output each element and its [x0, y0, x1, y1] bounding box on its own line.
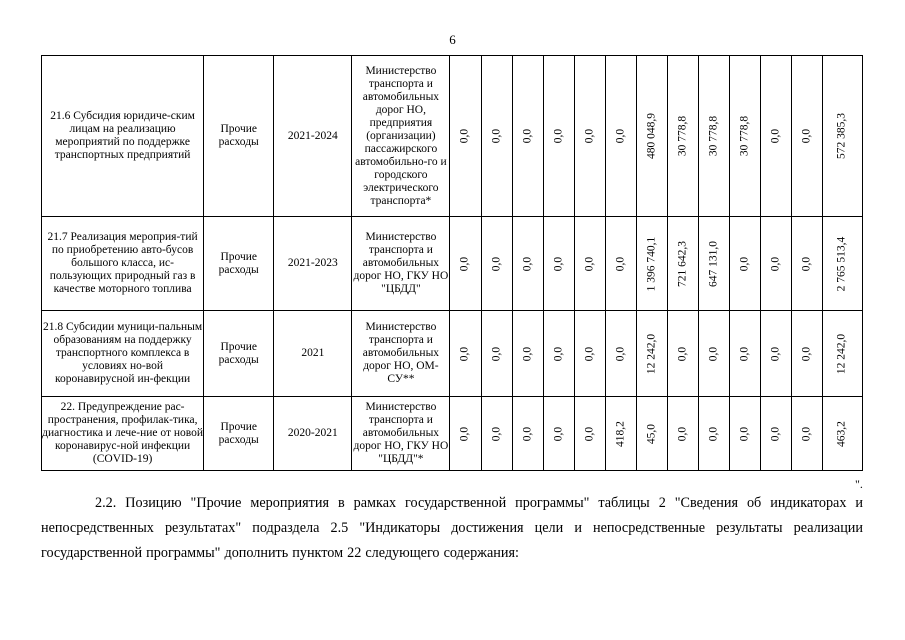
value-cell: [698, 56, 729, 217]
value-text: 572 385,3: [835, 113, 848, 159]
value-cell: [760, 397, 791, 471]
value-text: 418,2: [614, 420, 627, 447]
value-cell: [512, 217, 543, 311]
value-text: 0,0: [800, 346, 813, 361]
value-text: 0,0: [676, 346, 689, 361]
value-text: 0,0: [552, 426, 565, 441]
value-text: 0,0: [707, 426, 720, 441]
value-text: 0,0: [707, 346, 720, 361]
value-text: 0,0: [614, 346, 627, 361]
value-cell: [512, 397, 543, 471]
value-cell: [636, 217, 667, 311]
value-text: 30 778,8: [738, 115, 751, 157]
value-cell: [760, 217, 791, 311]
value-text: 0,0: [769, 426, 782, 441]
value-text: 0,0: [490, 256, 503, 271]
table-row: [42, 56, 863, 217]
value-cell: [543, 397, 574, 471]
executor-cell: Министерство транспорта и автомобильных дорог НО, предприятия (организации) пассажирского автомобильно-го и городского электрического транспорта*: [352, 56, 450, 217]
value-text: 30 778,8: [676, 115, 689, 157]
value-text: 0,0: [583, 128, 596, 144]
value-cell: [791, 217, 822, 311]
value-text: 0,0: [490, 346, 503, 361]
value-cell: [605, 397, 636, 471]
value-cell: [605, 311, 636, 397]
value-text: 0,0: [738, 426, 751, 441]
value-text: 12 242,0: [645, 333, 658, 374]
value-cell: [698, 311, 729, 397]
value-text: 721 642,3: [676, 240, 689, 287]
value-text: 0,0: [800, 128, 813, 144]
period-cell: 2021-2024: [274, 56, 352, 217]
table-row: [42, 397, 863, 471]
page-number: 6: [449, 32, 456, 47]
value-cell: [636, 397, 667, 471]
value-cell: [543, 311, 574, 397]
value-text: 0,0: [614, 256, 627, 271]
value-cell: [605, 217, 636, 311]
value-text: 0,0: [490, 128, 503, 144]
value-cell: [543, 56, 574, 217]
executor-cell: Министерство транспорта и автомобильных дорог НО, ГКУ НО "ЦБДД": [352, 217, 450, 311]
value-text: 0,0: [458, 128, 471, 144]
value-cell: [636, 311, 667, 397]
value-cell: [481, 311, 512, 397]
value-text: 30 778,8: [707, 115, 720, 157]
value-cell: [605, 56, 636, 217]
value-cell: [667, 397, 698, 471]
value-cell: [574, 397, 605, 471]
value-cell: [729, 56, 760, 217]
value-text: 0,0: [769, 256, 782, 271]
value-text: 0,0: [583, 426, 596, 441]
table-row: [42, 217, 863, 311]
executor-cell: Министерство транспорта и автомобильных дорог НО, ГКУ НО "ЦБДД"*: [352, 397, 450, 471]
value-text: 0,0: [458, 346, 471, 361]
value-text: 0,0: [583, 346, 596, 361]
expenses-table: [41, 55, 863, 471]
value-text: 12 242,0: [835, 333, 848, 374]
value-text: 0,0: [552, 256, 565, 271]
value-text: 0,0: [769, 346, 782, 361]
period-cell: 2021-2023: [274, 217, 352, 311]
value-cell: [760, 311, 791, 397]
value-text: 0,0: [458, 426, 471, 441]
value-cell: [729, 217, 760, 311]
value-text: 0,0: [614, 128, 627, 144]
table-row: [42, 311, 863, 397]
value-cell: [791, 311, 822, 397]
value-text: 0,0: [800, 256, 813, 271]
executor-cell: Министерство транспорта и автомобильных дорог НО, ОМ-СУ**: [352, 311, 450, 397]
value-cell: [729, 397, 760, 471]
value-cell: [791, 397, 822, 471]
expense-kind-cell: Прочие расходы: [204, 397, 274, 471]
value-cell: [481, 217, 512, 311]
value-cell: [512, 56, 543, 217]
value-cell: [698, 217, 729, 311]
value-cell: [450, 311, 481, 397]
measure-name-cell: 21.7 Реализация мероприя-тий по приобретению авто-бусов большого класса, ис-пользующих природный газ в качестве моторного топлива: [42, 217, 204, 311]
value-text: 647 131,0: [707, 240, 720, 287]
value-cell: [481, 397, 512, 471]
value-text: 0,0: [583, 256, 596, 271]
total-value-cell: [822, 217, 862, 311]
value-cell: [760, 56, 791, 217]
value-text: 0,0: [521, 256, 534, 271]
amendment-paragraph: 2.2. Позицию "Прочие мероприятия в рамках государственной программы" таблицы 2 "Сведения об индикаторах и непосредственных результатах" подраздела 2.5 "Индикаторы достижения цели и непосредственные результаты реализации государственной программы" дополнить пунктом 22 следующего содержания:: [41, 495, 863, 561]
value-text: 463,2: [835, 420, 848, 447]
closing-quote: ".: [855, 477, 863, 491]
total-value-cell: [822, 397, 862, 471]
period-cell: 2021: [274, 311, 352, 397]
value-cell: [667, 311, 698, 397]
value-text: 45,0: [645, 423, 658, 444]
measure-name-cell: 21.8 Субсидии муници-пальным образованиям на поддержку транспортного комплекса в условиях но-вой коронавирусной ин-фекции: [42, 311, 204, 397]
value-text: 0,0: [552, 346, 565, 361]
value-cell: [791, 56, 822, 217]
value-cell: [450, 217, 481, 311]
value-text: 0,0: [738, 346, 751, 361]
total-value-cell: [822, 311, 862, 397]
value-text: 1 396 740,1: [645, 236, 658, 291]
value-cell: [450, 56, 481, 217]
value-text: 0,0: [552, 128, 565, 144]
value-text: 0,0: [521, 128, 534, 144]
value-text: 0,0: [490, 426, 503, 441]
value-text: 0,0: [676, 426, 689, 441]
value-text: 2 765 513,4: [835, 236, 848, 291]
measure-name-cell: 21.6 Субсидия юридиче-ским лицам на реализацию мероприятий по поддержке транспортных предприятий: [42, 56, 204, 217]
value-text: 0,0: [769, 128, 782, 144]
value-cell: [481, 56, 512, 217]
value-text: 0,0: [738, 256, 751, 271]
value-cell: [667, 56, 698, 217]
period-cell: 2020-2021: [274, 397, 352, 471]
value-text: 480 048,9: [645, 113, 658, 159]
value-text: 0,0: [521, 426, 534, 441]
expense-kind-cell: Прочие расходы: [204, 217, 274, 311]
value-cell: [729, 311, 760, 397]
value-cell: [636, 56, 667, 217]
value-cell: [450, 397, 481, 471]
measure-name-cell: 22. Предупреждение рас-пространения, профилак-тика, диагностика и лече-ние от новой коронавирус-ной инфекции (COVID-19): [42, 397, 204, 471]
value-cell: [574, 311, 605, 397]
value-text: 0,0: [458, 256, 471, 271]
value-cell: [543, 217, 574, 311]
expense-kind-cell: Прочие расходы: [204, 56, 274, 217]
value-cell: [512, 311, 543, 397]
total-value-cell: [822, 56, 862, 217]
value-text: 0,0: [521, 346, 534, 361]
value-cell: [698, 397, 729, 471]
expense-kind-cell: Прочие расходы: [204, 311, 274, 397]
value-cell: [574, 56, 605, 217]
value-cell: [574, 217, 605, 311]
value-cell: [667, 217, 698, 311]
value-text: 0,0: [800, 426, 813, 441]
